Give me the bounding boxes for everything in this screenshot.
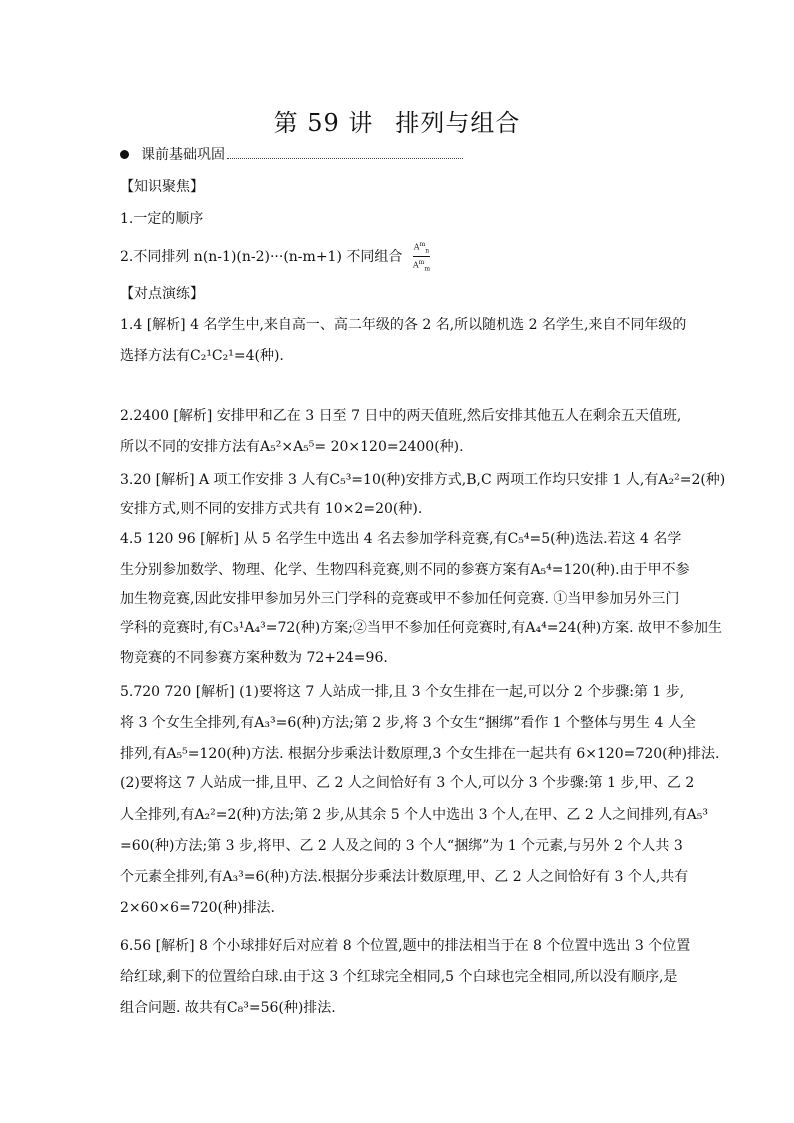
answer-line: 人全排列,有A₂²=2(种)方法;第 2 步,从其余 5 个人中选出 3 个人,在甲、乙 2 人之间排列,有A₅³	[120, 807, 708, 823]
section-header	[120, 144, 463, 164]
answer-line: 排列,有A₅⁵=120(种)方法. 根据分步乘法计数原理,3 个女生排在一起共有 6×120=720(种)排法.	[120, 746, 720, 762]
section-label: 课前基础巩固	[141, 147, 225, 163]
answer-line: 6.56 [解析] 8 个小球排好后对应着 8 个位置,题中的排法相当于在 8 个位置中选出 3 个位置	[120, 938, 691, 954]
answer-line: 3.20 [解析] A 项工作安排 3 人有C₅³=10(种)安排方式,B,C 两项工作均只安排 1 人,有A₂²=2(种)	[120, 472, 726, 488]
bullet-icon	[120, 150, 129, 159]
answer-line: 生分别参加数学、物理、化学、生物四科竞赛,则不同的参赛方案有A₅⁴=120(种).由于甲不参	[120, 562, 690, 578]
answer-line: 给红球,剩下的位置给白球.由于这 3 个红球完全相同,5 个白球也完全相同,所以没有顺序,是	[120, 969, 678, 985]
answer-line: 安排方式,则不同的安排方式共有 10×2=20(种).	[120, 501, 423, 517]
answer-line: 加生物竞赛,因此安排甲参加另外三门学科的竞赛或甲不参加任何竞赛. ①当甲参加另外三门	[120, 591, 680, 607]
answer-line: 5.720 720 [解析] (1)要将这 7 人站成一排,且 3 个女生排在一起,可以分 2 个步骤:第 1 步,	[120, 684, 685, 700]
lecture-topic: 排列与组合	[395, 109, 521, 137]
answer-line: 1.4 [解析] 4 名学生中,来自高一、高二年级的各 2 名,所以随机选 2 名学生,来自不同年级的	[120, 317, 687, 333]
practice-heading: 【对点演练】	[120, 286, 204, 302]
page-title	[0, 103, 794, 138]
fraction-formula: $A^m_n$ $A^m_m$	[412, 241, 431, 273]
fraction-denominator: A	[412, 260, 419, 270]
answer-line: 所以不同的安排方法有A₅²×A₅⁵= 20×120=2400(种).	[120, 439, 464, 455]
knowledge-item-1: 1.一定的顺序	[120, 211, 204, 227]
answer-line: 2×60×6=720(种)排法.	[120, 900, 275, 916]
fraction-numerator: A	[413, 242, 420, 252]
knowledge-item-2	[120, 240, 430, 274]
knowledge-item-2-text: 2.不同排列 n(n-1)(n-2)···(n-m+1) 不同组合	[120, 248, 403, 265]
dotted-leader	[227, 149, 463, 159]
answer-line: 选择方法有C₂¹C₂¹=4(种).	[120, 348, 284, 364]
knowledge-heading: 【知识聚焦】	[120, 179, 204, 195]
answer-line: 组合问题. 故共有C₈³=56(种)排法.	[120, 1000, 336, 1016]
answer-line: 2.2400 [解析] 安排甲和乙在 3 日至 7 日中的两天值班,然后安排其他五人在剩余五天值班,	[120, 408, 682, 424]
answer-line: 4.5 120 96 [解析] 从 5 名学生中选出 4 名去参加学科竞赛,有C₅⁴=5(种)选法.若这 4 名学	[120, 531, 682, 547]
lecture-number: 第 59 讲	[273, 109, 374, 137]
answer-line: 将 3 个女生全排列,有A₃³=6(种)方法;第 2 步,将 3 个女生“捆绑”看作 1 个整体与男生 4 人全	[120, 715, 696, 731]
answer-line: 学科的竞赛时,有C₃¹A₄³=72(种)方案;②当甲不参加任何竞赛时,有A₄⁴=24(种)方案. 故甲不参加生	[120, 620, 723, 636]
answer-line: =60(种)方法;第 3 步,将甲、乙 2 人及之间的 3 个人“捆绑”为 1 个元素,与另外 2 个人共 3	[120, 838, 683, 854]
answer-line: 个元素全排列,有A₃³=6(种)方法.根据分步乘法计数原理,甲、乙 2 人之间恰好有 3 个人,共有	[120, 869, 689, 885]
answer-line: (2)要将这 7 人站成一排,且甲、乙 2 人之间恰好有 3 个人,可以分 3 个步骤:第 1 步,甲、乙 2	[120, 775, 695, 791]
answer-line: 物竞赛的不同参赛方案种数为 72+24=96.	[120, 650, 388, 666]
